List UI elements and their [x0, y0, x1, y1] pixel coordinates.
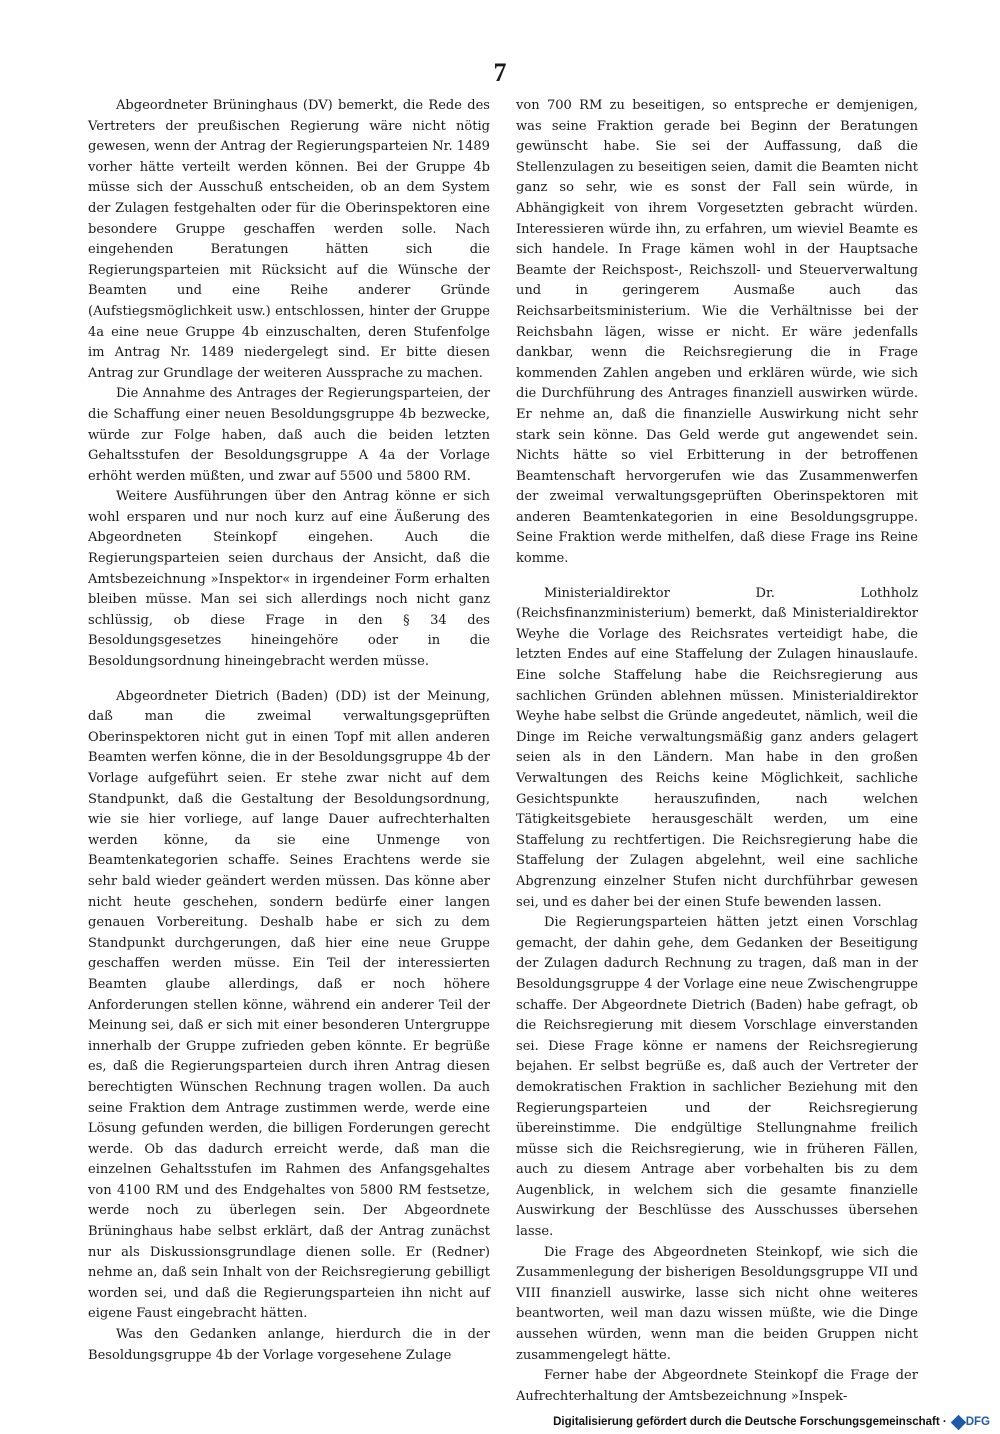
right-column: [516, 96, 918, 1404]
paragraph-regierungsparteien: Die Regierungsparteien hätten jetzt einen Vorschlag gemacht, der dahin gehe, dem Gedanken der Beseitigung der Zulagen dadurch Rechnung zu tragen, daß man in der Besoldungsgruppe 4 der Vorlage eine neue Zwischengruppe schaffe. Der Abgeordnete Dietrich (Baden) habe gefragt, ob die Reichsregierung mit diesem Vorschlage einverstanden sei. Diese Frage könne er namens der Reichsregierung bejahen. Er selbst begrüße es, daß auch der Vertreter der demokratischen Fraktion in sachlicher Beziehung mit den Regierungsparteien und der Reichsregierung übereinstimme. Die endgültige Stellungnahme freilich müsse sich die Reichsregierung, wie in früheren Fällen, auch zu diesem Antrage aber vorbehalten bis zu dem Augenblick, in welchem sich die gesamte finanzielle Auswirkung der Beschlüsse des Ausschusses übersehen lasse.: [516, 915, 918, 1240]
page-number: 7: [493, 58, 507, 87]
dfg-logo-text: DFG: [965, 1416, 990, 1428]
paragraph-bruninghaus: Abgeordneter Brüninghaus (DV) bemerkt, die Rede des Vertreters der preußischen Regierung wäre nicht nötig gewesen, wenn der Antrag der Regierungsparteien Nr. 1489 vorher hätte verteilt werden können. Bei der Gruppe 4b müsse sich der Ausschuß entscheiden, ob an dem System der Zulagen festgehalten oder für die Oberinspektoren eine besondere Gruppe geschaffen werden solle. Nach eingehenden Beratungen hätten sich die Regierungsparteien mit Rücksicht auf die Wünsche der Beamten und eine Reihe anderer Gründe (Aufstiegsmöglichkeit usw.) entschlossen, hinter der Gruppe 4a eine neue Gruppe 4b einzuschalten, deren Stufenfolge im Antrag Nr. 1489 niedergelegt sind. Er bitte diesen Antrag zur Grundlage der weiteren Aussprache zu machen.: [88, 98, 490, 381]
paragraph-annahme: Die Annahme des Antrages der Regierungsparteien, der die Schaffung einer neuen Besoldungsgruppe 4b bezwecke, würde zur Folge haben, daß auch die beiden letzten Gehaltsstufen der Besoldungsgruppe A 4a der Vorlage erhöht werden müßten, und zwar auf 5500 und 5800 RM.: [88, 386, 490, 484]
left-column: [88, 96, 490, 1363]
paragraph-gedanken: Was den Gedanken anlange, hierdurch die in der Besoldungsgruppe 4b der Vorlage vorgesehene Zulage: [88, 1327, 490, 1363]
dfg-diamond-icon: [950, 1414, 966, 1430]
paragraph-continuation: von 700 RM zu beseitigen, so entspreche er demjenigen, was seine Fraktion gerade bei Beginn der Beratungen gewünscht habe. Sie sei der Auffassung, daß die Stellenzulagen zu beseitigen seien, damit die Beamten nicht ganz so sehr, wie es sonst der Fall sein würde, in Abhängigkeit von ihrem Vorgesetzten gebracht würden. Interessieren würde ihn, zu erfahren, um wieviel Beamte es sich handele. In Frage kämen wohl in der Hauptsache Beamte der Reichspost-, Reichszoll- und Steuerverwaltung und in geringerem Ausmaße auch das Reichsarbeitsministerium. Wie die Verhältnisse bei der Reichsbahn lägen, wisse er nicht. Er wäre jedenfalls dankbar, wenn die Reichsregierung die in Frage kommenden Zahlen angeben und erklären würde, wie sich die Durchführung des Antrages finanziell auswirken würde. Er nehme an, daß die finanzielle Auswirkung nicht sehr stark sein könne. Das Geld werde gut angewendet sein. Nichts hätte so viel Erbitterung in der betroffenen Beamtenschaft hervorgerufen wie das Zusammenwerfen der zweimal verwaltungsgeprüften Oberinspektoren mit anderen Beamtenkategorien in eine Besoldungsgruppe. Seine Fraktion werde mithelfen, daß diese Frage ins Reine komme.: [516, 98, 918, 567]
paragraph-lothholz: Ministerialdirektor Dr. Lothholz (Reichsfinanzministerium) bemerkt, daß Ministerialdirektor Weyhe die Vorlage des Reichsrates verteidigt habe, die letzten Endes auf eine Staffelung der Zulagen hinauslaufe. Eine solche Staffelung habe die Reichsregierung aus sachlichen Gründen ablehnen müssen. Ministerialdirektor Weyhe habe selbst die Gründe angedeutet, nämlich, weil die Dinge im Reiche verwaltungsmäßig ganz anders gelagert seien als in den Ländern. Man habe in den großen Verwaltungen des Reichs keine Möglichkeit, sachliche Gesichtspunkte herauszufinden, nach welchen Tätigkeitsgebiete herausgeschält werden, um eine Staffelung zu rechtfertigen. Die Reichsregierung habe die Staffelung der Zulagen abgelehnt, weil eine sachliche Abgrenzung einzelner Stufen nicht durchführbar gewesen sei, und es daher bei der einen Stufe bewenden lassen.: [516, 585, 918, 910]
paragraph-weitere: Weitere Ausführungen über den Antrag könne er sich wohl ersparen und nur noch kurz auf eine Äußerung des Abgeordneten Steinkopf eingehen. Auch die Regierungsparteien seien durchaus der Ansicht, daß die Amtsbezeichnung »Inspektor« in irgendeiner Form erhalten bleiben müsse. Man sei sich allerdings noch nicht ganz schlüssig, ob diese Frage in den § 34 des Besoldungsgesetzes hineingehöre oder in die Besoldungsordnung hineingebracht werden müsse.: [88, 489, 490, 670]
paragraph-dietrich: Abgeordneter Dietrich (Baden) (DD) ist der Meinung, daß man die zweimal verwaltungsgeprüften Oberinspektoren nicht gut in einen Topf mit allen anderen Beamten werfen könne, die in der Besoldungsgruppe 4b der Vorlage aufgeführt seien. Er stehe zwar nicht auf dem Standpunkt, daß die Gestaltung der Besoldungsordnung, wie sie hier vorliege, auf lange Dauer aufrechterhalten werden könne, da sie eine Unmenge von Beamtenkategorien schaffe. Seines Erachtens werde sie sehr bald wieder geändert werden müssen. Das könne aber nicht heute geschehen, sondern bedürfe einer langen genauen Vorbereitung. Deshalb habe er sich zu dem Standpunkt durchgerungen, daß hier eine neue Gruppe geschaffen werden müsse. Ein Teil der interessierten Beamten glaube allerdings, daß er noch höhere Anforderungen stellen könne, während ein anderer Teil der Meinung sei, daß er sich mit einer besonderen Untergruppe innerhalb der Gruppe zufrieden geben könnte. Er begrüße es, daß die Regierungsparteien durch ihren Antrag diesen berechtigten Wünschen Rechnung tragen wollen. Da auch seine Fraktion dem Antrage zustimmen werde, werde eine Lösung gefunden werden, die billigen Forderungen gerecht werde. Ob das dadurch erreicht werde, daß man die einzelnen Gehaltsstufen im Rahmen des Anfangsgehaltes von 4100 RM und des Endgehaltes von 5800 RM festsetze, werde noch zu überlegen sein. Der Abgeordnete Brüninghaus habe selbst erklärt, daß der Antrag zunächst nur als Diskussionsgrundlage dienen solle. Er (Redner) nehme an, daß sein Inhalt von der Reichsregierung gebilligt worden sei, und daß die Regierungsparteien ihn nicht auf eigene Faust eingebracht hätten.: [88, 688, 490, 1322]
footer-text: Digitalisierung gefördert durch die Deutsche Forschungsgemeinschaft ·: [553, 1416, 947, 1428]
paragraph-steinkopf-frage: Die Frage des Abgeordneten Steinkopf, wie sich die Zusammenlegung der bisherigen Besoldungsgruppe VII und VIII finanziell auswirke, lasse sich nicht ohne weiteres beantworten, weil man dazu wissen müßte, wie die Dinge aussehen würden, wenn man die beiden Gruppen nicht zusammengelegt hätte.: [516, 1244, 918, 1363]
digitization-footer: [553, 1416, 990, 1428]
text-columns: [88, 96, 918, 1404]
paragraph-ferner: Ferner habe der Abgeordnete Steinkopf die Frage der Aufrechterhaltung der Amtsbezeichnung »Inspek-: [516, 1368, 918, 1404]
dfg-logo: [953, 1416, 990, 1428]
